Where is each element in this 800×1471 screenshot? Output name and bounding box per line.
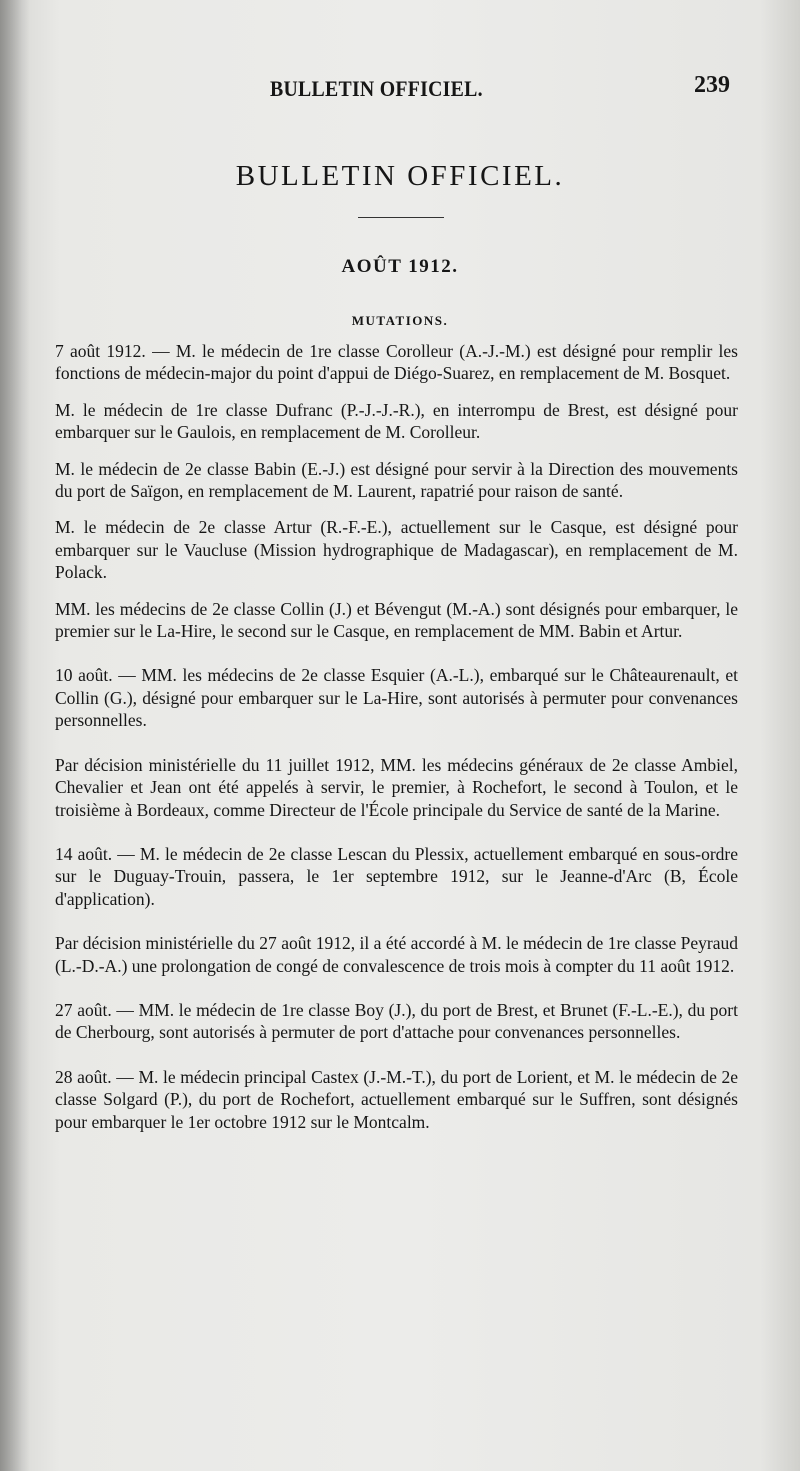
page-edge-shadow	[0, 0, 30, 1471]
section-heading: MUTATIONS.	[351, 313, 449, 328]
body-text	[55, 340, 738, 1147]
month-heading: AOÛT 1912.	[341, 256, 459, 277]
running-header	[0, 72, 800, 106]
paragraph: Par décision ministérielle du 11 juillet 1912, MM. les médecins généraux de 2e classe Ambiel, Chevalier et Jean ont été appelés à servir, le premier, à Rochefort, le second à Toulon, et le troisième à Bordeaux, comme Directeur de l'École principale du Service de santé de la Marine.	[55, 754, 738, 820]
paragraph: 10 août. — MM. les médecins de 2e classe Esquier (A.-L.), embarqué sur le Châteaurenault, et Collin (G.), désigné pour embarquer sur le La-Hire, sont autorisés à permuter pour convenances personnelles.	[55, 665, 738, 731]
paragraph: M. le médecin de 1re classe Dufranc (P.-J.-J.-R.), en interrompu de Brest, est désigné pour embarquer sur le Gaulois, en remplacement de M. Corolleur.	[55, 399, 738, 443]
page-title: BULLETIN OFFICIEL.	[235, 160, 565, 192]
page-number: 239	[694, 72, 730, 98]
paragraph: M. le médecin de 2e classe Artur (R.-F.-E.), actuellement sur le Casque, est désigné pour embarquer sur le Vaucluse (Mission hydrographique de Madagascar), en remplacement de M. Polack.	[55, 517, 738, 583]
paragraph: 27 août. — MM. le médecin de 1re classe Boy (J.), du port de Brest, et Brunet (F.-L.-E.), du port de Cherbourg, sont autorisés à permuter de port d'attache pour convenances personnelles.	[55, 999, 738, 1043]
title-divider	[358, 217, 444, 218]
running-title: BULLETIN OFFICIEL.	[270, 76, 483, 101]
paragraph: M. le médecin de 2e classe Babin (E.-J.) est désigné pour servir à la Direction des mouvements du port de Saïgon, en remplacement de M. Laurent, rapatrié pour raison de santé.	[55, 458, 738, 502]
paragraph: 14 août. — M. le médecin de 2e classe Lescan du Plessix, actuellement embarqué en sous-ordre sur le Duguay-Trouin, passera, le 1er septembre 1912, sur le Jeanne-d'Arc (B, École d'application).	[55, 843, 738, 909]
paragraph: MM. les médecins de 2e classe Collin (J.) et Bévengut (M.-A.) sont désignés pour embarquer, le premier sur le La-Hire, le second sur le Casque, en remplacement de MM. Babin et Artur.	[55, 598, 738, 642]
paragraph: 28 août. — M. le médecin principal Castex (J.-M.-T.), du port de Lorient, et M. le médecin de 2e classe Solgard (P.), du port de Rochefort, actuellement embarqué sur le Suffren, sont désignés pour embarquer le 1er octobre 1912 sur le Montcalm.	[55, 1066, 738, 1132]
paragraph: 7 août 1912. — M. le médecin de 1re classe Corolleur (A.-J.-M.) est désigné pour remplir les fonctions de médecin-major du point d'appui de Diégo-Suarez, en remplacement de M. Bosquet.	[55, 341, 738, 384]
paragraph: Par décision ministérielle du 27 août 1912, il a été accordé à M. le médecin de 1re classe Peyraud (L.-D.-A.) une prolongation de congé de convalescence de trois mois à compter du 11 août 1912.	[55, 933, 738, 976]
